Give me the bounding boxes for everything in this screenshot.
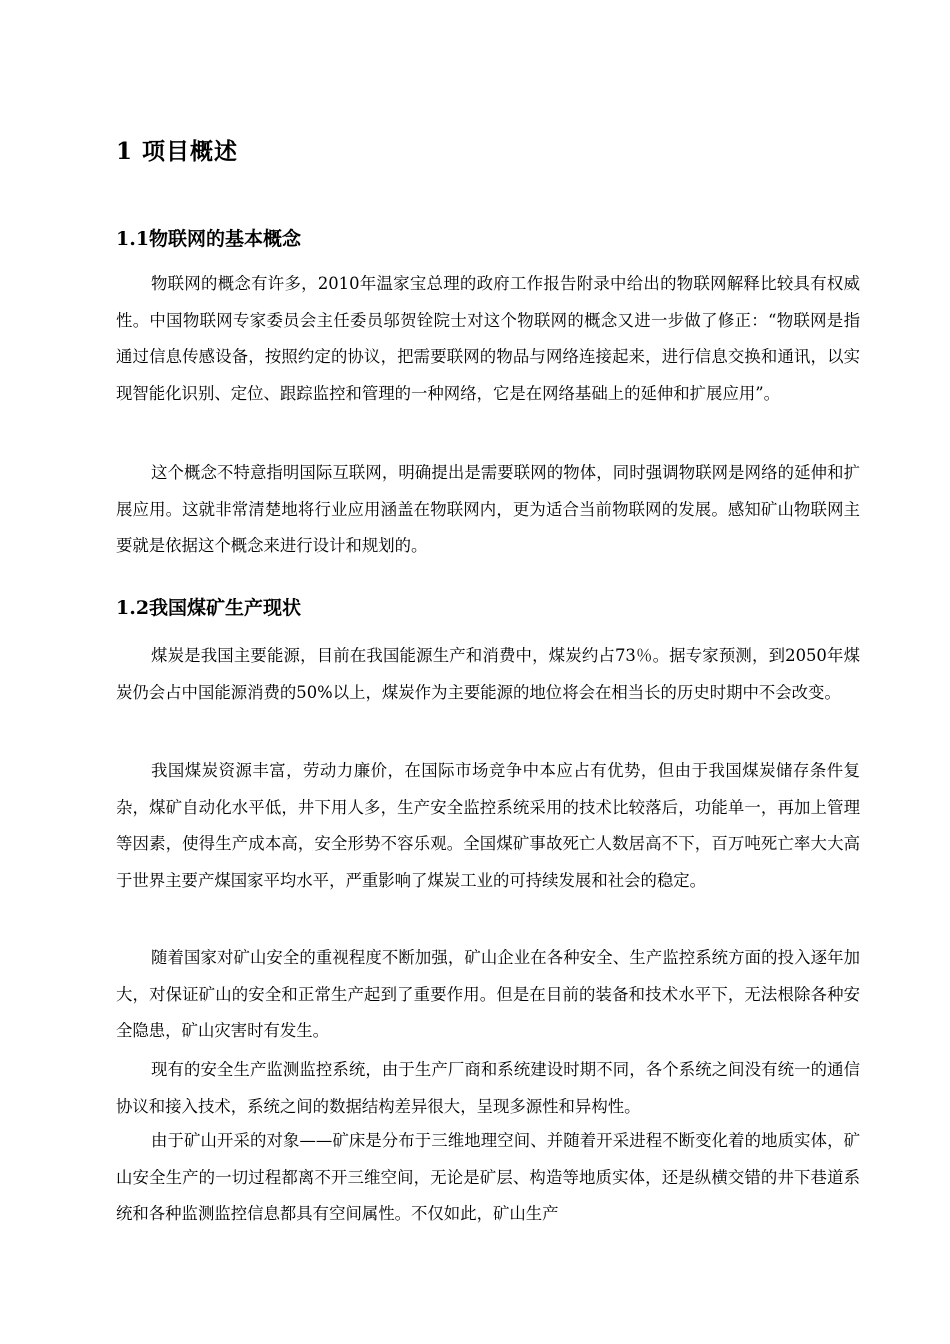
paragraph: 我国煤炭资源丰富，劳动力廉价，在国际市场竞争中本应占有优势，但由于我国煤炭储存条件复杂，煤矿自动化水平低，井下用人多，生产安全监控系统采用的技术比较落后，功能单一，再加上管理等因素，使得生产成本高，安全形势不容乐观。全国煤矿事故死亡人数居高不下，百万吨死亡率大大高于世界主要产煤国家平均水平，严重影响了煤炭工业的可持续发展和社会的稳定。: [116, 761, 860, 890]
subsection-heading-1-1: 1.1物联网的基本概念: [116, 228, 302, 250]
paragraph: 随着国家对矿山安全的重视程度不断加强，矿山企业在各种安全、生产监控系统方面的投入逐年加大，对保证矿山的安全和正常生产起到了重要作用。但是在目前的装备和技术水平下，无法根除各种安全隐患，矿山灾害时有发生。: [116, 948, 860, 1040]
paragraph: 这个概念不特意指明国际互联网，明确提出是需要联网的物体，同时强调物联网是网络的延伸和扩展应用。这就非常清楚地将行业应用涵盖在物联网内，更为适合当前物联网的发展。感知矿山物联网主要就是依据这个概念来进行设计和规划的。: [116, 463, 860, 555]
paragraph: 现有的安全生产监测监控系统，由于生产厂商和系统建设时期不同，各个系统之间没有统一的通信协议和接入技术，系统之间的数据结构差异很大，呈现多源性和异构性。: [116, 1060, 860, 1116]
paragraph: 由于矿山开采的对象——矿床是分布于三维地理空间、并随着开采进程不断变化着的地质实体，矿山安全生产的一切过程都离不开三维空间，无论是矿层、构造等地质实体，还是纵横交错的井下巷道系统和各种监测监控信息都具有空间属性。不仅如此，矿山生产: [116, 1131, 860, 1223]
subsection-heading-1-2: 1.2我国煤矿生产现状: [116, 597, 302, 619]
paragraph: 物联网的概念有许多，2010年温家宝总理的政府工作报告附录中给出的物联网解释比较具有权威性。中国物联网专家委员会主任委员邬贺铨院士对这个物联网的概念又进一步做了修正：“物联网是指通过信息传感设备，按照约定的协议，把需要联网的物品与网络连接起来，进行信息交换和通讯，以实现智能化识别、定位、跟踪监控和管理的一种网络，它是在网络基础上的延伸和扩展应用”。: [116, 274, 860, 403]
paragraph: 煤炭是我国主要能源，目前在我国能源生产和消费中，煤炭约占73％。据专家预测，到2050年煤炭仍会占中国能源消费的50%以上，煤炭作为主要能源的地位将会在相当长的历史时期中不会改变。: [116, 646, 860, 702]
section-heading: 1 项目概述: [116, 138, 239, 165]
